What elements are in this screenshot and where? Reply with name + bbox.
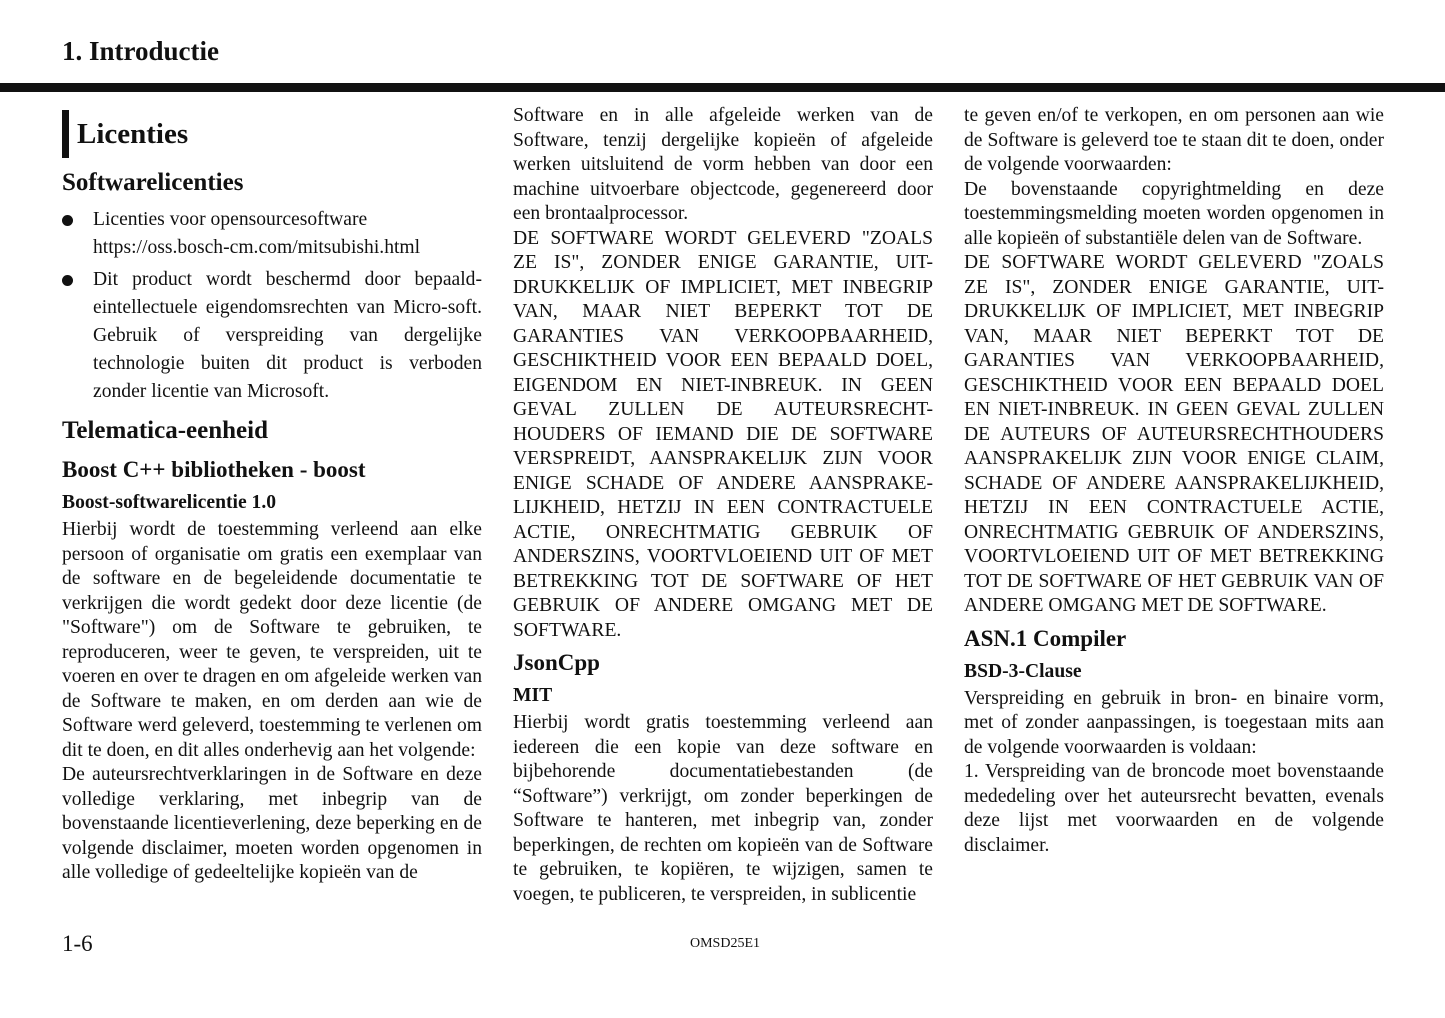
page-number: 1-6 [62, 931, 93, 956]
bsd-item-1: 1. Verspreiding van de broncode moet bovenstaande mededeling over het auteursrecht bevatten, evenals deze lijst met voorwaarden en de volgende disclaimer. [964, 761, 1384, 856]
document-code: OMSD25E1 [690, 936, 761, 951]
bullet-icon [62, 275, 73, 286]
section-title: Licenties [77, 118, 189, 150]
mit-paragraph-continued: te geven en/of te verkopen, en om personen aan wie de Software is geleverd toe te staan dit te doen, onder de volgende voorwaarden: [964, 105, 1384, 175]
boost-paragraph-2-continued: Software en in alle afgeleide werken van de Software, tenzij dergelijke kopieën of afgeleide werken uitsluitend de vorm hebben van door een machine uitvoerbare objectcode, gegenereerd door een brontaalprocessor. [513, 105, 933, 224]
list-item [62, 206, 482, 262]
telematics-heading: Telematica-eenheid [62, 417, 268, 444]
bsd-heading: BSD-3-Clause [964, 660, 1082, 682]
chapter-title: 1. Introductie [62, 36, 220, 66]
boost-paragraph-1: Hierbij wordt de toestemming verleend aan elke persoon of organisatie om gratis een exemplaar van de software en de begeleidende documentatie te verkrijgen die wordt gedekt door deze licentie (de "Software") om de Software te gebruiken, te reproduceren, weer te geven, te verspreiden, uit te voeren en over te dragen en om afgeleide werken van de Software te maken, en om derden aan wie de Software werd geleverd, toestemming te verlenen om dit te doen, en dit alles onderhevig aan het volgende: [62, 519, 482, 761]
boost-paragraph-2: De auteursrechtverklaringen in de Software en deze volledige verklaring, met inbegrip van de bovenstaande licentieverlening, deze beperking en de volgende disclaimer, moeten worden opgenomen in alle volledige of gedeeltelijke kopieën van de [62, 764, 482, 883]
bullet-text: Licenties voor opensourcesoftware https://oss.bosch-cm.com/mitsubishi.html [93, 209, 421, 258]
column-3 [964, 104, 1384, 924]
column-2 [513, 104, 933, 924]
bullet-list [62, 206, 482, 406]
jsoncpp-heading: JsonCpp [513, 650, 600, 675]
column-1 [62, 104, 482, 924]
mit-disclaimer: DE SOFTWARE WORDT GELEVERD "ZOALS ZE IS", ZONDER ENIGE GARANTIE, UIT-DRUKKELIJK OF IMPLICIET, MET INBEGRIP VAN, MAAR NIET BEPERKT TOT DE GARANTIES VAN VERKOOPBAARHEID, GESCHIKTHEID VOOR EEN BEPAALD DOEL EN NIET-INBREUK. IN GEEN GEVAL ZULLEN DE AUTEURS OF AUTEURSRECHTHOUDERS AANSPRAKELIJK ZIJN VOOR ENIGE CLAIM, SCHADE OF ANDERE AANSPRAKELIJKHEID, HETZIJ IN EEN CONTRACTUELE ACTIE, ONRECHTMATIG GEBRUIK OF ANDERSZINS, VOORTVLOEIEND UIT OF MET BETREKKING TOT DE SOFTWARE OF HET GEBRUIK VAN OF ANDERE OMGANG MET DE SOFTWARE. [964, 252, 1384, 616]
list-item [62, 266, 482, 406]
bsd-paragraph: Verspreiding en gebruik in bron- en binaire vorm, met of zonder aanpassingen, is toegestaan mits aan de volgende voorwaarden is voldaan: [964, 687, 1384, 758]
mit-heading: MIT [513, 685, 553, 706]
boost-license-heading: Boost-softwarelicentie 1.0 [62, 492, 277, 513]
mit-notice: De bovenstaande copyrightmelding en deze toestemmingsmelding moeten worden opgenomen in alle kopieën of substantiële delen van de Software. [964, 178, 1384, 249]
bullet-icon [62, 215, 73, 226]
software-licenses-heading: Softwarelicenties [62, 169, 244, 196]
asn-heading: ASN.1 Compiler [964, 625, 1127, 651]
boost-disclaimer: DE SOFTWARE WORDT GELEVERD "ZOALS ZE IS", ZONDER ENIGE GARANTIE, UIT-DRUKKELIJK OF IMPLICIET, MET INBEGRIP VAN, MAAR NIET BEPERKT TOT DE GARANTIES VAN VERKOOPBAARHEID, GESCHIKTHEID VOOR EEN BEPAALD DOEL, EIGENDOM EN NIET-INBREUK. IN GEEN GEVAL ZULLEN DE AUTEURSRECHT-HOUDERS OF IEMAND DIE DE SOFTWARE VERSPREIDT, AANSPRAKELIJK ZIJN VOOR ENIGE SCHADE OF ANDERE AANSPRAKE-LIJKHEID, HETZIJ IN EEN CONTRACTUELE ACTIE, ONRECHTMATIG GEBRUIK OF ANDERSZINS, VOORTVLOEIEND UIT OF MET BETREKKING TOT DE SOFTWARE OF HET GEBRUIK OF ANDERE OMGANG MET DE SOFTWARE. [513, 227, 933, 641]
header-rule [0, 83, 1445, 92]
section-bar [62, 110, 69, 158]
mit-paragraph: Hierbij wordt gratis toestemming verleend aan iedereen die een kopie van deze software en bijbehorende documentatiebestanden (de “Software”) verkrijgt, om zonder beperkingen de Software te hanteren, met inbegrip van, zonder beperkingen, de rechten om kopieën van de Software te gebruiken, te kopiëren, te wijzigen, samen te voegen, te publiceren, te verspreiden, in sublicentie [513, 712, 933, 905]
section-heading-licenties [62, 110, 482, 158]
boost-heading: Boost C++ bibliotheken - boost [62, 457, 366, 482]
bullet-text: Dit product wordt beschermd door bepaald-eintellectuele eigendomsrechten van Micro-soft. Gebruik of verspreiding van dergelijke technologie buiten dit product is verboden zonder licentie van Microsoft. [93, 269, 482, 402]
